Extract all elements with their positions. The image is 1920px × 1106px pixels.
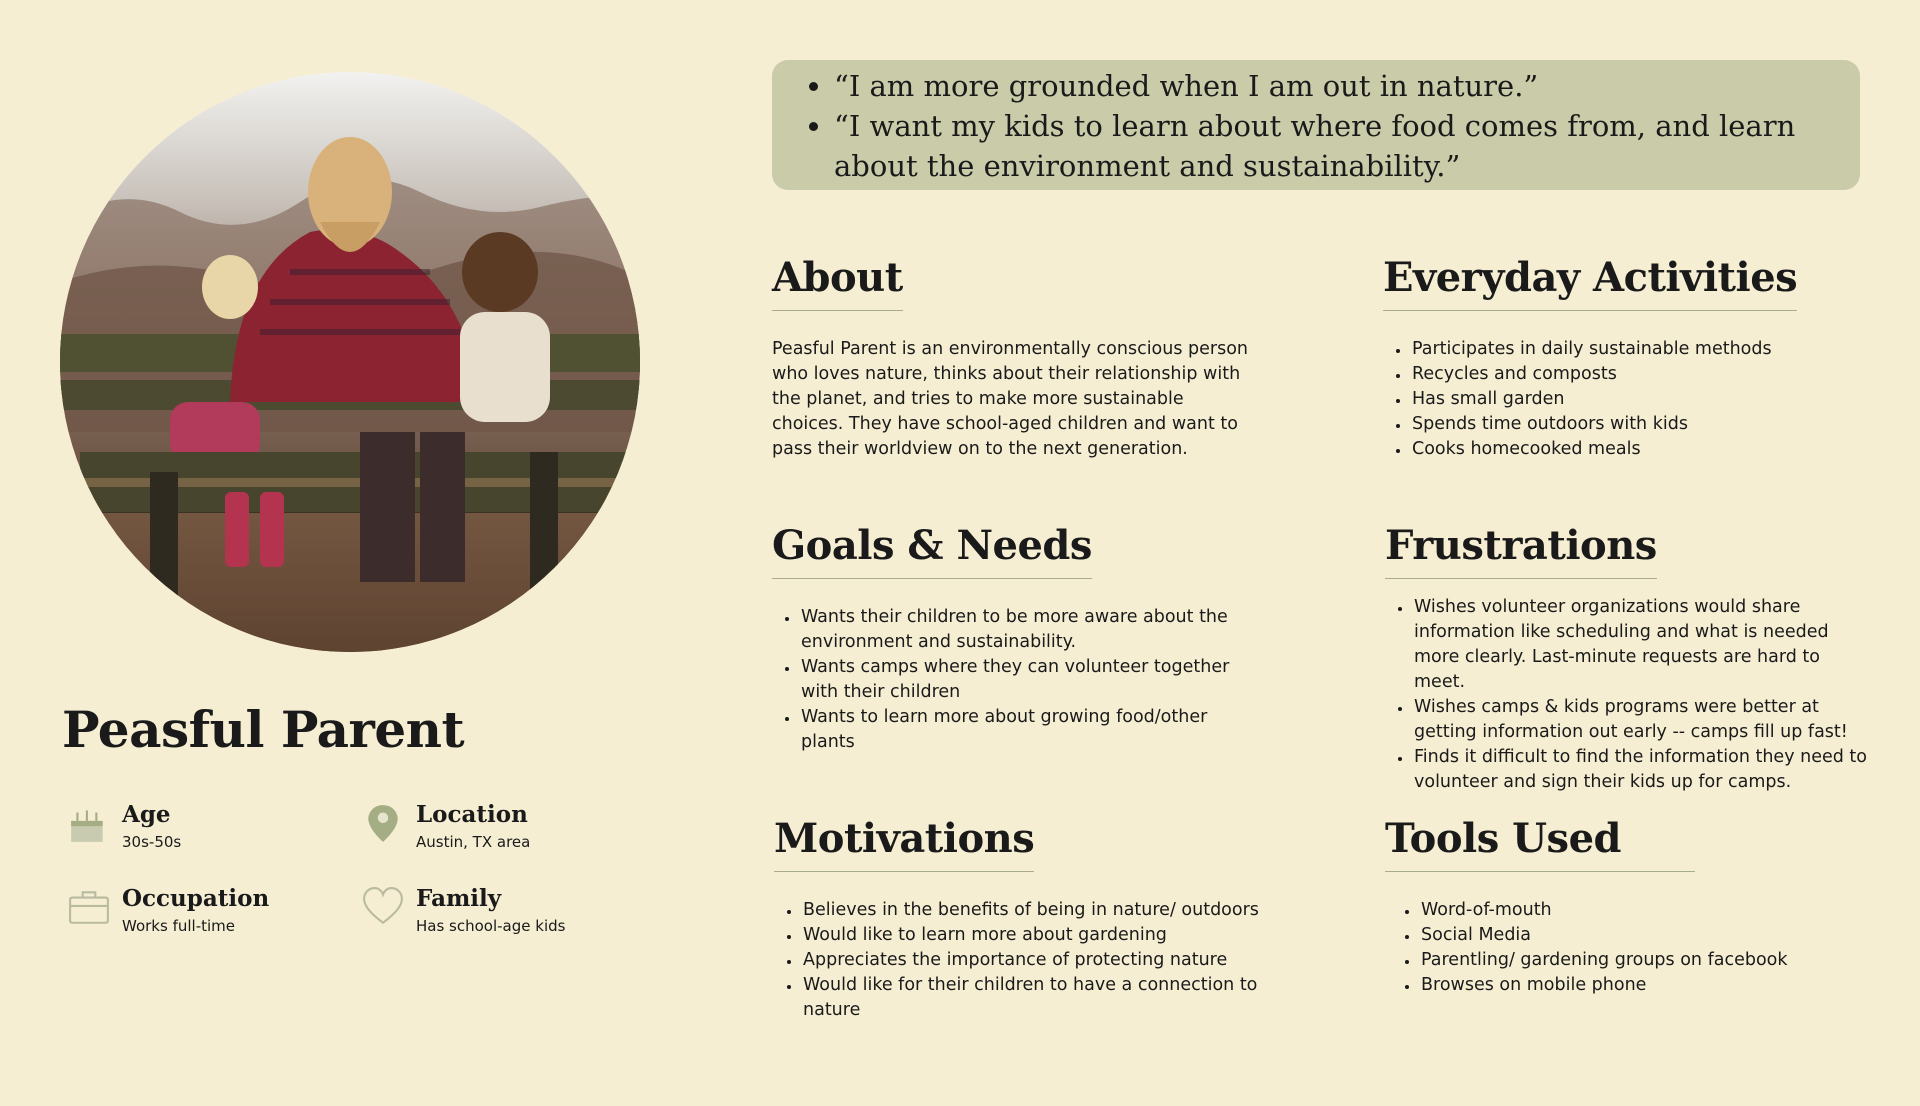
briefcase-icon: [68, 886, 110, 928]
list-item: • Word-of-mouth: [1419, 898, 1875, 923]
list-item: • Would like to learn more about gardening: [801, 923, 1264, 948]
list-item: • Appreciates the importance of protecting nature: [801, 948, 1264, 973]
family-title: Family: [416, 885, 502, 912]
everyday-activities-list: [1383, 337, 1883, 462]
about-heading: About: [772, 252, 903, 311]
quote-item: • “I am more grounded when I am out in nature.”: [834, 66, 1840, 106]
list-item: • Wants their children to be more aware about the environment and sustainability.: [799, 605, 1262, 655]
tools-used-list: [1385, 898, 1875, 998]
persona-photo: [60, 72, 640, 652]
goals-needs-section: [772, 520, 1262, 755]
list-item: • Social Media: [1419, 923, 1875, 948]
quote-item: • “I want my kids to learn about where food comes from, and learn about the environment and sustainability.”: [834, 106, 1840, 186]
list-item: • Wants camps where they can volunteer together with their children: [799, 655, 1262, 705]
everyday-activities-heading: Everyday Activities: [1383, 252, 1797, 311]
list-item: • Has small garden: [1410, 387, 1883, 412]
goals-needs-heading: Goals & Needs: [772, 520, 1092, 579]
location-fact: [362, 800, 530, 852]
age-fact: [68, 800, 181, 852]
everyday-activities-section: [1383, 252, 1883, 462]
frustrations-heading: Frustrations: [1385, 520, 1657, 579]
family-fact: [362, 884, 565, 936]
list-item: • Believes in the benefits of being in nature/ outdoors: [801, 898, 1264, 923]
motivations-list: [774, 898, 1264, 1023]
cake-icon: [68, 802, 110, 844]
occupation-fact: [68, 884, 269, 936]
goals-needs-list: [772, 605, 1262, 755]
family-value: Has school-age kids: [416, 917, 566, 935]
location-value: Austin, TX area: [416, 833, 531, 851]
quote-list: [772, 66, 1840, 186]
list-item: • Browses on mobile phone: [1419, 973, 1875, 998]
list-item: • Wishes camps & kids programs were better at getting information out early -- camps fill up fast!: [1412, 695, 1875, 745]
motivations-heading: Motivations: [774, 813, 1034, 872]
list-item: • Cooks homecooked meals: [1410, 437, 1883, 462]
family-on-bench-image: [60, 72, 640, 652]
tools-used-heading: Tools Used: [1385, 813, 1695, 872]
frustrations-list: [1385, 595, 1875, 795]
list-item: • Recycles and composts: [1410, 362, 1883, 387]
age-title: Age: [122, 801, 171, 828]
list-item: • Would like for their children to have a connection to nature: [801, 973, 1264, 1023]
motivations-section: [774, 813, 1264, 1023]
about-section: [772, 252, 1252, 462]
list-item: • Participates in daily sustainable methods: [1410, 337, 1883, 362]
tools-used-section: [1385, 813, 1875, 998]
location-title: Location: [416, 801, 528, 828]
list-item: • Wishes volunteer organizations would share information like scheduling and what is needed more clearly. Last-minute requests are hard to meet.: [1412, 595, 1875, 695]
about-text: Peasful Parent is an environmentally conscious person who loves nature, thinks about their relationship with the planet, and tries to make more sustainable choices. They have school-aged children and want to pass their worldview on to the next generation.: [772, 339, 1249, 459]
list-item: • Parentling/ gardening groups on facebook: [1419, 948, 1875, 973]
frustrations-section: [1385, 520, 1875, 795]
list-item: • Finds it difficult to find the information they need to volunteer and sign their kids up for camps.: [1412, 745, 1875, 795]
quote-box: [772, 60, 1860, 190]
list-item: • Spends time outdoors with kids: [1410, 412, 1883, 437]
age-value: 30s-50s: [122, 833, 182, 851]
occupation-value: Works full-time: [122, 917, 235, 935]
persona-name: Peasful Parent: [62, 700, 465, 759]
map-pin-icon: [362, 802, 404, 844]
occupation-title: Occupation: [122, 885, 270, 912]
list-item: • Wants to learn more about growing food/other plants: [799, 705, 1262, 755]
heart-icon: [362, 886, 404, 928]
